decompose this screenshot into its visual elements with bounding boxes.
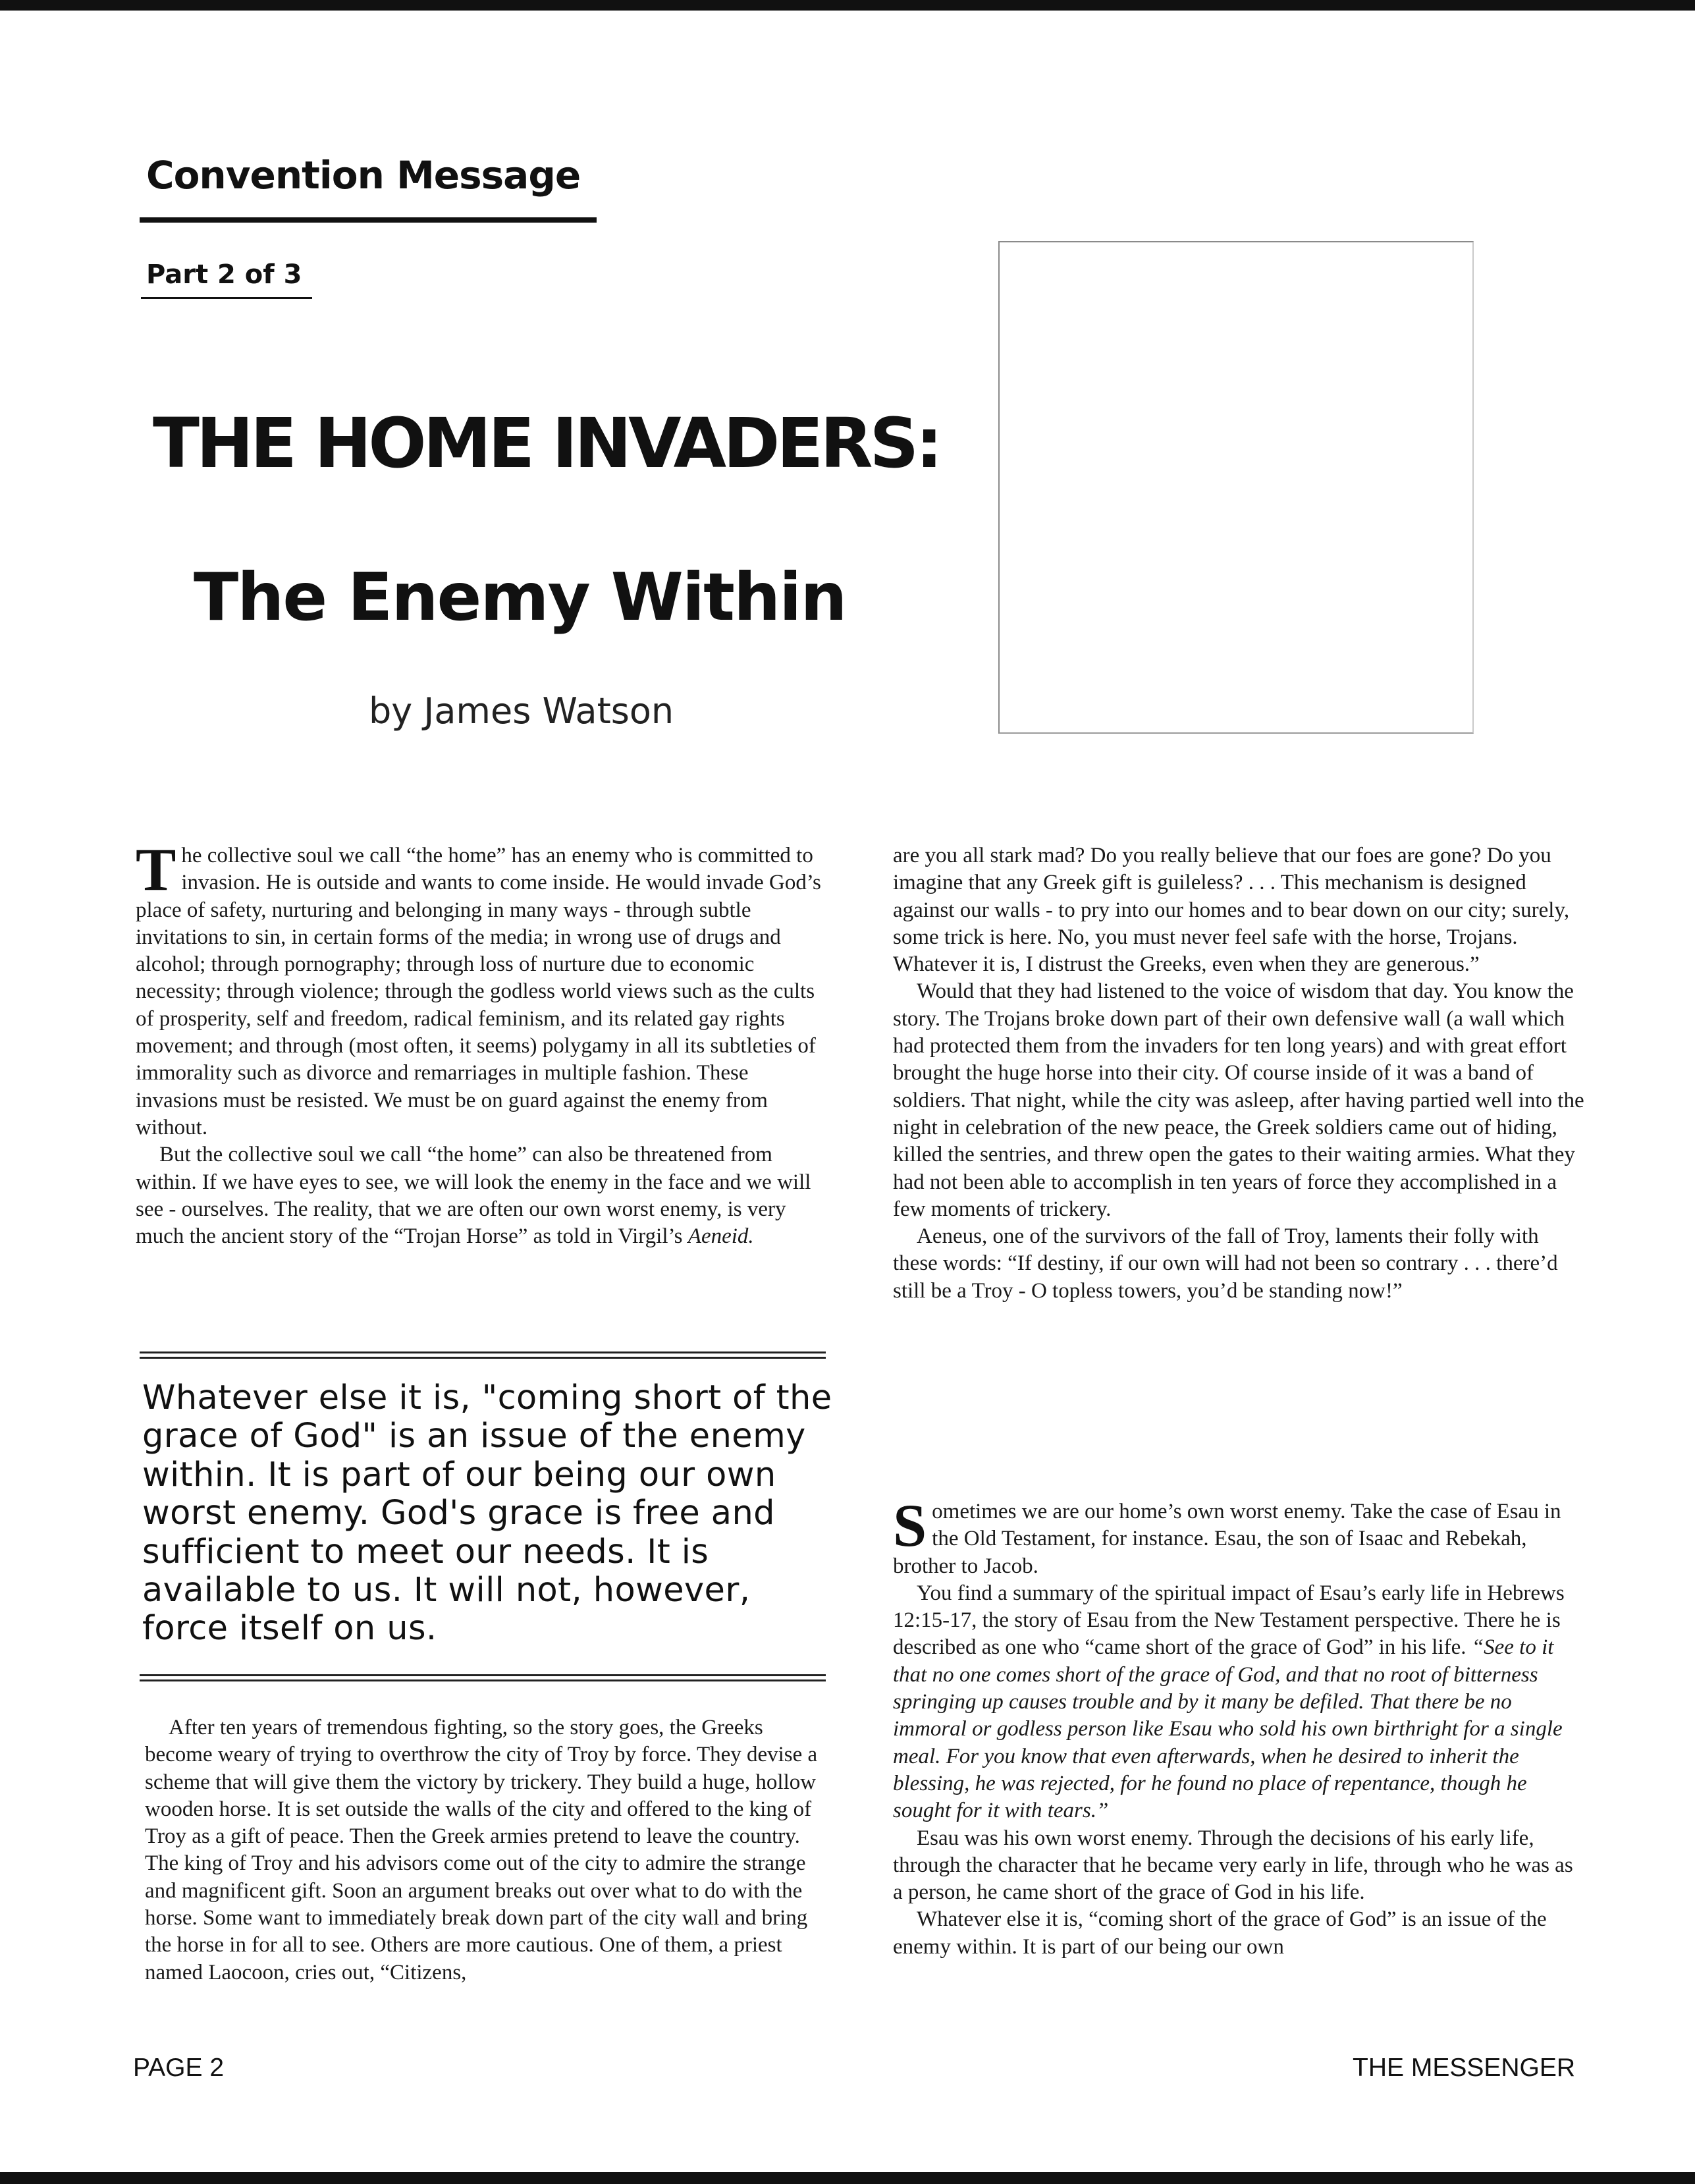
scan-top-border bbox=[0, 0, 1695, 11]
article-subtitle: The Enemy Within bbox=[194, 559, 846, 636]
italic-title: Aeneid. bbox=[687, 1224, 754, 1249]
scripture-quote: “See to it that no one comes short of the grace of God, and that no root of bitterness springing up causes trouble and by it many be defiled. That there be no immoral or godless person like Esau who sold his own birthright for a single meal. For you know that even afterwards, when he desired to inherit the blessing, he was rejected, for he found no place of repentance, though he sought for it with tears.” bbox=[893, 1635, 1563, 1823]
paragraph-text: Whatever else it is, “coming short of the grace of God” is an issue of the enemy within. It is part of our being our own bbox=[893, 1907, 1547, 1959]
paragraph bbox=[136, 1141, 831, 1250]
pull-quote-rule-bottom-inner bbox=[140, 1679, 826, 1681]
pull-quote: Whatever else it is, "coming short of the grace of God" is an issue of the enemy within. It is part of our being our own worst enemy. God's grace is free and sufficient to meet our needs. It is available to us. It will not, however, force itself on us. bbox=[142, 1379, 832, 1649]
paragraph-text: Esau was his own worst enemy. Through the decisions of his early life, through the character that he became very early in life, through who he was as a person, he came short of the grace of God in his life. bbox=[893, 1826, 1573, 1905]
paragraph bbox=[893, 978, 1584, 1223]
paragraph-text: But the collective soul we call “the home” can also be threatened from within. If we have eyes to see, we will look the enemy in the face and we will see - ourselves. The reality, that we are often our own worst enemy, is very much the ancient story of the “Trojan Horse” as told in Virgil’s bbox=[136, 1143, 811, 1249]
paragraph-text: are you all stark mad? Do you really believe that our foes are gone? Do you imagine that any Greek gift is guileless? . . . This mechanism is designed against our walls - to pry into our homes and to bear down on our city; surely, some trick is here. No, you must never feel safe with the horse, Trojans. Whatever it is, I distrust the Greeks, even when they are generous.” bbox=[893, 844, 1570, 977]
paragraph-section-start bbox=[893, 1492, 1584, 1580]
column-left-top bbox=[136, 836, 831, 1250]
paragraph-intro bbox=[136, 836, 831, 1141]
drop-cap: S bbox=[893, 1492, 927, 1559]
paragraph-text: You find a summary of the spiritual impact of Esau’s early life in Hebrews 12:15-17, the story of Esau from the New Testament perspective. There he is described as one who “came short of the grace of God” in his life. bbox=[893, 1581, 1565, 1660]
paragraph-text: Aeneus, one of the survivors of the fall of Troy, laments their folly with these words: “If destiny, if our own will had not been so contrary . . . there’d still be a Troy - O topless towers, you’d be standing now!” bbox=[893, 1224, 1558, 1303]
paragraph-quote-continued bbox=[893, 842, 1584, 978]
paragraph bbox=[145, 1714, 830, 1986]
column-left-bottom bbox=[145, 1714, 830, 1986]
paragraph bbox=[893, 1906, 1584, 1961]
footer-page-number: PAGE 2 bbox=[133, 2054, 225, 2082]
article-title: THE HOME INVADERS: bbox=[153, 403, 940, 483]
pull-quote-rule-top-inner bbox=[140, 1357, 826, 1359]
section-title: Convention Message bbox=[146, 153, 581, 198]
drop-cap: T bbox=[136, 836, 176, 903]
paragraph bbox=[893, 1825, 1584, 1907]
paragraph bbox=[893, 1580, 1584, 1825]
scan-bottom-border bbox=[0, 2172, 1695, 2184]
paragraph-text: ometimes we are our home’s own worst enemy. Take the case of Esau in the Old Testament, for instance. Esau, the son of Isaac and Rebekah, brother to Jacob. bbox=[893, 1500, 1561, 1578]
part-label-rule bbox=[141, 297, 312, 299]
paragraph-text: he collective soul we call “the home” has an enemy who is committed to invasion. He is outside and wants to come inside. He would invade God’s place of safety, nurturing and belonging in many ways - through subtle invitations to sin, in certain forms of the media; in wrong use of drugs and alcohol; through pornography; through loss of nurture due to economic necessity; through violence; through the godless world views such as the cults of prosperity, self and freedom, radical feminism, and its related gay rights movement; and through (most often, it seems) polygamy in all its subtleties of immorality such as divorce and remarriages in multiple fashion. These invasions must be resisted. We must be on guard against the enemy from without. bbox=[136, 844, 821, 1139]
column-right-bottom bbox=[893, 1492, 1584, 1961]
photo-placeholder-frame bbox=[998, 241, 1474, 734]
column-right-top bbox=[893, 842, 1584, 1305]
section-title-rule bbox=[140, 217, 597, 223]
article-byline: by James Watson bbox=[369, 690, 674, 732]
pull-quote-rule-top bbox=[140, 1351, 826, 1353]
paragraph bbox=[893, 1223, 1584, 1305]
pull-quote-rule-bottom bbox=[140, 1674, 826, 1676]
paragraph-text: After ten years of tremendous fighting, so the story goes, the Greeks become weary of trying to overthrow the city of Troy by force. They devise a scheme that will give them the victory by trickery. They build a huge, hollow wooden horse. It is set outside the walls of the city and offered to the king of Troy as a gift of peace. Then the Greek armies pretend to leave the country. The king of Troy and his advisors come out of the city to admire the strange and magnificent gift. Soon an argument breaks out over what to do with the horse. Some want to immediately break down part of the city wall and bring the horse in for all to see. Others are more cautious. One of them, a priest named Laocoon, cries out, “Citizens, bbox=[145, 1716, 818, 1984]
footer-publication-name: THE MESSENGER bbox=[1353, 2054, 1576, 2082]
paragraph-text: Would that they had listened to the voice of wisdom that day. You know the story. The Trojans broke down part of their own defensive wall (a wall which had protected them from the invaders for ten long years) and with great effort brought the huge horse into their city. Of course inside of it was a band of soldiers. That night, while the city was asleep, after having partied well into the night in celebration of the new peace, the Greek soldiers came out of hiding, killed the sentries, and threw open the gates to their waiting armies. What they had not been able to accomplish in ten years of force they accomplished in a few moments of trickery. bbox=[893, 979, 1584, 1221]
part-label: Part 2 of 3 bbox=[146, 259, 302, 290]
